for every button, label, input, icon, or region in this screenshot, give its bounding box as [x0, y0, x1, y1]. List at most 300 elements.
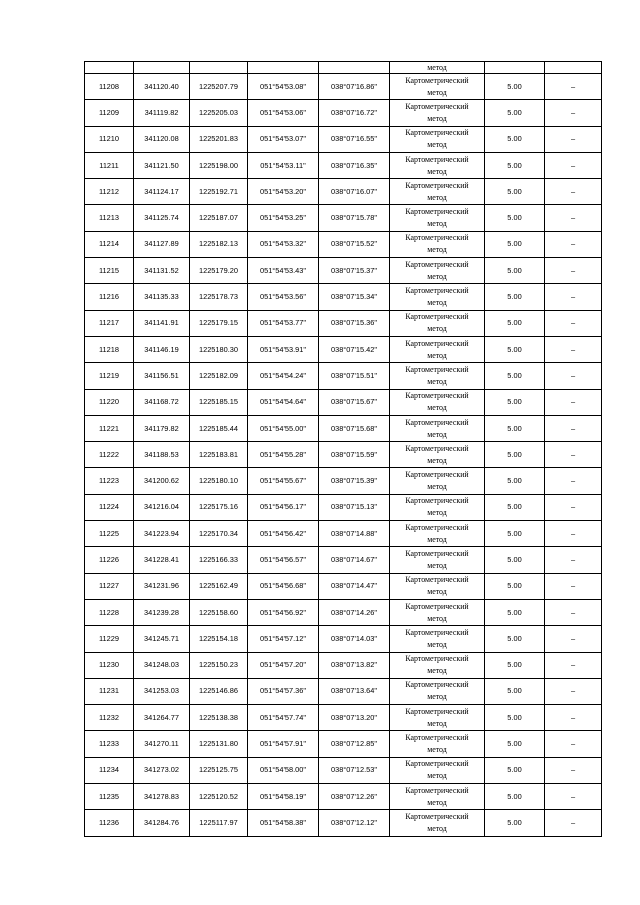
table-row — [85, 705, 602, 731]
cell-note: – — [545, 336, 602, 362]
cell-x: 341253.03 — [134, 678, 190, 704]
cell-x: 341231.96 — [134, 573, 190, 599]
method-line-2: метод — [427, 771, 447, 781]
cell-x: 341141.91 — [134, 310, 190, 336]
cell-accuracy: 5.00 — [485, 468, 545, 494]
cell-note: – — [545, 547, 602, 573]
table-row — [85, 494, 602, 520]
method-line-1: Картометрический — [405, 548, 469, 558]
method-line-2: метод — [427, 482, 447, 492]
cell-x: 341179.82 — [134, 415, 190, 441]
cell-longitude: 038°07'15.68" — [319, 415, 390, 441]
cell-latitude: 051°54'56.17" — [248, 494, 319, 520]
method-line-2: метод — [427, 376, 447, 386]
cell-y: 1225170.34 — [190, 521, 248, 547]
table-row — [85, 389, 602, 415]
cell-latitude: 051°54'53.07" — [248, 126, 319, 152]
cell-point-id: 11226 — [85, 547, 134, 573]
cell-y: 1225183.81 — [190, 442, 248, 468]
cell-y: 1225187.07 — [190, 205, 248, 231]
cell-method — [390, 547, 485, 573]
cell-x: 341121.50 — [134, 152, 190, 178]
cell-x: 341248.03 — [134, 652, 190, 678]
cell-latitude: 051°54'57.74" — [248, 705, 319, 731]
cell-y: 1225131.80 — [190, 731, 248, 757]
cell-method — [390, 784, 485, 810]
cell-x: 341131.52 — [134, 258, 190, 284]
cell-point-id: 11208 — [85, 74, 134, 100]
cell-note: – — [545, 284, 602, 310]
cell-latitude: 051°54'55.67" — [248, 468, 319, 494]
cell-point-id: 11223 — [85, 468, 134, 494]
cell-longitude: 038°07'16.55" — [319, 126, 390, 152]
cell-latitude: 051°54'53.32" — [248, 231, 319, 257]
cell-accuracy: 5.00 — [485, 389, 545, 415]
cell-x: 341245.71 — [134, 626, 190, 652]
cell-longitude: 038°07'12.12" — [319, 810, 390, 836]
method-line-2: метод — [427, 166, 447, 176]
cell-longitude: 038°07'13.20" — [319, 705, 390, 731]
cell-y: 1225158.60 — [190, 599, 248, 625]
cell-note: – — [545, 678, 602, 704]
cell-longitude: 038°07'13.82" — [319, 652, 390, 678]
table-row — [85, 626, 602, 652]
cell-accuracy: 5.00 — [485, 547, 545, 573]
cell-x: 341200.62 — [134, 468, 190, 494]
cell-x: 341120.40 — [134, 74, 190, 100]
cell-longitude — [319, 62, 390, 74]
table-row — [85, 442, 602, 468]
cell-y: 1225125.75 — [190, 757, 248, 783]
cell-accuracy: 5.00 — [485, 152, 545, 178]
cell-x: 341127.89 — [134, 231, 190, 257]
method-line-1: Картометрический — [405, 443, 469, 453]
cell-latitude: 051°54'53.77" — [248, 310, 319, 336]
cell-accuracy: 5.00 — [485, 231, 545, 257]
cell-y: 1225138.38 — [190, 705, 248, 731]
cell-longitude: 038°07'15.39" — [319, 468, 390, 494]
cell-latitude: 051°54'55.00" — [248, 415, 319, 441]
cell-point-id: 11227 — [85, 573, 134, 599]
method-line-1: Картометрический — [405, 811, 469, 821]
cell-method — [390, 258, 485, 284]
cell-method — [390, 336, 485, 362]
cell-y — [190, 62, 248, 74]
method-line-2: метод — [427, 797, 447, 807]
cell-note: – — [545, 415, 602, 441]
cell-latitude: 051°54'53.25" — [248, 205, 319, 231]
cell-method — [390, 810, 485, 836]
cell-point-id: 11229 — [85, 626, 134, 652]
cell-note: – — [545, 363, 602, 389]
cell-note: – — [545, 573, 602, 599]
table-row — [85, 468, 602, 494]
method-line-2: метод — [427, 534, 447, 544]
table-row — [85, 547, 602, 573]
cell-note — [545, 62, 602, 74]
cell-point-id: 11217 — [85, 310, 134, 336]
method-line-2: метод — [427, 324, 447, 334]
table-row — [85, 258, 602, 284]
method-line-2: метод — [427, 692, 447, 702]
cell-x: 341135.33 — [134, 284, 190, 310]
cell-note: – — [545, 258, 602, 284]
cell-x: 341264.77 — [134, 705, 190, 731]
cell-y: 1225146.86 — [190, 678, 248, 704]
method-line-2: метод — [427, 613, 447, 623]
cell-point-id: 11231 — [85, 678, 134, 704]
cell-longitude: 038°07'15.42" — [319, 336, 390, 362]
cell-x: 341188.53 — [134, 442, 190, 468]
cell-y: 1225166.33 — [190, 547, 248, 573]
cell-longitude: 038°07'14.26" — [319, 599, 390, 625]
cell-x: 341120.08 — [134, 126, 190, 152]
cell-x: 341146.19 — [134, 336, 190, 362]
table-row — [85, 231, 602, 257]
method-line-2: метод — [427, 429, 447, 439]
cell-longitude: 038°07'14.67" — [319, 547, 390, 573]
cell-method — [390, 310, 485, 336]
cell-note: – — [545, 494, 602, 520]
cell-longitude: 038°07'15.67" — [319, 389, 390, 415]
cell-latitude: 051°54'56.68" — [248, 573, 319, 599]
cell-point-id: 11220 — [85, 389, 134, 415]
cell-point-id: 11221 — [85, 415, 134, 441]
cell-method: метод — [390, 62, 485, 74]
cell-accuracy: 5.00 — [485, 205, 545, 231]
cell-note: – — [545, 310, 602, 336]
cell-note: – — [545, 757, 602, 783]
cell-accuracy: 5.00 — [485, 336, 545, 362]
method-line-1: Картометрический — [405, 575, 469, 585]
cell-latitude: 051°54'54.24" — [248, 363, 319, 389]
cell-method — [390, 284, 485, 310]
method-line-2: метод — [427, 219, 447, 229]
cell-method — [390, 74, 485, 100]
cell-longitude: 038°07'16.07" — [319, 179, 390, 205]
cell-accuracy: 5.00 — [485, 573, 545, 599]
cell-point-id: 11216 — [85, 284, 134, 310]
cell-x: 341119.82 — [134, 100, 190, 126]
cell-point-id — [85, 62, 134, 74]
cell-x: 341168.72 — [134, 389, 190, 415]
method-line-2: метод — [427, 245, 447, 255]
cell-latitude: 051°54'53.56" — [248, 284, 319, 310]
method-line-2: метод — [427, 271, 447, 281]
method-line-1: Картометрический — [405, 496, 469, 506]
cell-accuracy: 5.00 — [485, 784, 545, 810]
method-line-1: Картометрический — [405, 627, 469, 637]
cell-method — [390, 205, 485, 231]
cell-note: – — [545, 652, 602, 678]
cell-y: 1225120.52 — [190, 784, 248, 810]
cell-point-id: 11228 — [85, 599, 134, 625]
cell-point-id: 11234 — [85, 757, 134, 783]
cell-accuracy — [485, 62, 545, 74]
method-line-1: Картометрический — [405, 706, 469, 716]
method-line-1: Картометрический — [405, 680, 469, 690]
method-line-2: метод — [427, 113, 447, 123]
cell-latitude — [248, 62, 319, 74]
cell-x: 341273.02 — [134, 757, 190, 783]
method-line-1: Картометрический — [405, 417, 469, 427]
table-row — [85, 415, 602, 441]
cell-accuracy: 5.00 — [485, 810, 545, 836]
cell-point-id: 11213 — [85, 205, 134, 231]
cell-longitude: 038°07'16.86" — [319, 74, 390, 100]
cell-y: 1225117.97 — [190, 810, 248, 836]
cell-method — [390, 678, 485, 704]
cell-accuracy: 5.00 — [485, 442, 545, 468]
table-row — [85, 179, 602, 205]
cell-latitude: 051°54'54.64" — [248, 389, 319, 415]
cell-accuracy: 5.00 — [485, 258, 545, 284]
cell-x: 341278.83 — [134, 784, 190, 810]
cell-method — [390, 389, 485, 415]
cell-longitude: 038°07'13.64" — [319, 678, 390, 704]
cell-longitude: 038°07'15.59" — [319, 442, 390, 468]
cell-x: 341239.28 — [134, 599, 190, 625]
cell-note: – — [545, 626, 602, 652]
method-line-2: метод — [427, 639, 447, 649]
table-row — [85, 810, 602, 836]
method-line-1: Картометрический — [405, 128, 469, 138]
cell-longitude: 038°07'15.51" — [319, 363, 390, 389]
cell-longitude: 038°07'15.78" — [319, 205, 390, 231]
cell-accuracy: 5.00 — [485, 126, 545, 152]
cell-point-id: 11209 — [85, 100, 134, 126]
cell-latitude: 051°54'53.91" — [248, 336, 319, 362]
cell-note: – — [545, 599, 602, 625]
cell-point-id: 11235 — [85, 784, 134, 810]
cell-accuracy: 5.00 — [485, 626, 545, 652]
method-line-1: Картометрический — [405, 785, 469, 795]
table-row — [85, 521, 602, 547]
method-line-1: Картометрический — [405, 759, 469, 769]
cell-latitude: 051°54'53.43" — [248, 258, 319, 284]
method-line-1: Картометрический — [405, 233, 469, 243]
table-row — [85, 599, 602, 625]
method-line-1: Картометрический — [405, 733, 469, 743]
cell-method — [390, 705, 485, 731]
table-row — [85, 336, 602, 362]
cell-y: 1225185.15 — [190, 389, 248, 415]
table-row — [85, 205, 602, 231]
cell-accuracy: 5.00 — [485, 74, 545, 100]
method-line-1: Картометрический — [405, 75, 469, 85]
cell-method — [390, 100, 485, 126]
cell-point-id: 11230 — [85, 652, 134, 678]
method-line-1: Картометрический — [405, 601, 469, 611]
cell-point-id: 11232 — [85, 705, 134, 731]
method-line-2: метод — [427, 455, 447, 465]
method-line-2: метод — [427, 823, 447, 833]
cell-y: 1225162.49 — [190, 573, 248, 599]
method-line-2: метод — [427, 666, 447, 676]
cell-y: 1225179.20 — [190, 258, 248, 284]
method-line-1: Картометрический — [405, 207, 469, 217]
cell-method — [390, 599, 485, 625]
cell-longitude: 038°07'15.34" — [319, 284, 390, 310]
cell-longitude: 038°07'14.88" — [319, 521, 390, 547]
cell-point-id: 11224 — [85, 494, 134, 520]
cell-note: – — [545, 731, 602, 757]
cell-y: 1225182.13 — [190, 231, 248, 257]
cell-point-id: 11215 — [85, 258, 134, 284]
cell-longitude: 038°07'16.72" — [319, 100, 390, 126]
coordinates-table-body — [85, 62, 602, 837]
cell-longitude: 038°07'15.52" — [319, 231, 390, 257]
cell-y: 1225179.15 — [190, 310, 248, 336]
cell-y: 1225192.71 — [190, 179, 248, 205]
method-line-1: Картометрический — [405, 312, 469, 322]
cell-x: 341216.04 — [134, 494, 190, 520]
method-line-2: метод — [427, 508, 447, 518]
cell-method — [390, 468, 485, 494]
cell-latitude: 051°54'55.28" — [248, 442, 319, 468]
cell-method — [390, 363, 485, 389]
table-row — [85, 678, 602, 704]
table-row — [85, 757, 602, 783]
cell-x: 341284.76 — [134, 810, 190, 836]
cell-latitude: 051°54'56.92" — [248, 599, 319, 625]
cell-note: – — [545, 74, 602, 100]
cell-longitude: 038°07'14.03" — [319, 626, 390, 652]
cell-method — [390, 731, 485, 757]
cell-longitude: 038°07'16.35" — [319, 152, 390, 178]
cell-latitude: 051°54'53.20" — [248, 179, 319, 205]
cell-x: 341223.94 — [134, 521, 190, 547]
cell-x: 341270.11 — [134, 731, 190, 757]
cell-point-id: 11222 — [85, 442, 134, 468]
cell-longitude: 038°07'12.85" — [319, 731, 390, 757]
method-line-2: метод — [427, 587, 447, 597]
table-row — [85, 652, 602, 678]
cell-method — [390, 757, 485, 783]
method-line-2: метод — [427, 87, 447, 97]
cell-x: 341156.51 — [134, 363, 190, 389]
cell-point-id: 11212 — [85, 179, 134, 205]
cell-latitude: 051°54'58.19" — [248, 784, 319, 810]
cell-accuracy: 5.00 — [485, 494, 545, 520]
cell-y: 1225201.83 — [190, 126, 248, 152]
cell-latitude: 051°54'57.36" — [248, 678, 319, 704]
cell-longitude: 038°07'12.26" — [319, 784, 390, 810]
cell-latitude: 051°54'53.08" — [248, 74, 319, 100]
cell-latitude: 051°54'56.42" — [248, 521, 319, 547]
table-row — [85, 100, 602, 126]
cell-note: – — [545, 442, 602, 468]
cell-note: – — [545, 389, 602, 415]
cell-note: – — [545, 231, 602, 257]
method-line-1: Картометрический — [405, 180, 469, 190]
cell-y: 1225154.18 — [190, 626, 248, 652]
cell-accuracy: 5.00 — [485, 652, 545, 678]
cell-y: 1225178.73 — [190, 284, 248, 310]
cell-method — [390, 494, 485, 520]
cell-method — [390, 626, 485, 652]
cell-latitude: 051°54'53.06" — [248, 100, 319, 126]
cell-method — [390, 126, 485, 152]
cell-longitude: 038°07'15.37" — [319, 258, 390, 284]
cell-accuracy: 5.00 — [485, 284, 545, 310]
cell-y: 1225205.03 — [190, 100, 248, 126]
table-continuation-row — [85, 62, 602, 74]
cell-method — [390, 442, 485, 468]
cell-y: 1225175.16 — [190, 494, 248, 520]
cell-latitude: 051°54'57.20" — [248, 652, 319, 678]
cell-y: 1225180.10 — [190, 468, 248, 494]
cell-x: 341124.17 — [134, 179, 190, 205]
cell-note: – — [545, 468, 602, 494]
method-line-1: Картометрический — [405, 101, 469, 111]
cell-point-id: 11219 — [85, 363, 134, 389]
table-row — [85, 74, 602, 100]
method-line-1: Картометрический — [405, 154, 469, 164]
cell-latitude: 051°54'56.57" — [248, 547, 319, 573]
cell-point-id: 11214 — [85, 231, 134, 257]
cell-accuracy: 5.00 — [485, 705, 545, 731]
cell-point-id: 11233 — [85, 731, 134, 757]
cell-accuracy: 5.00 — [485, 757, 545, 783]
cell-method — [390, 179, 485, 205]
cell-method — [390, 415, 485, 441]
cell-point-id: 11236 — [85, 810, 134, 836]
table-row — [85, 363, 602, 389]
cell-y: 1225185.44 — [190, 415, 248, 441]
cell-note: – — [545, 126, 602, 152]
cell-note: – — [545, 152, 602, 178]
table-row — [85, 310, 602, 336]
table-row — [85, 784, 602, 810]
cell-accuracy: 5.00 — [485, 521, 545, 547]
cell-note: – — [545, 784, 602, 810]
cell-point-id: 11211 — [85, 152, 134, 178]
cell-note: – — [545, 179, 602, 205]
cell-accuracy: 5.00 — [485, 179, 545, 205]
method-line-1: Картометрический — [405, 259, 469, 269]
cell-note: – — [545, 205, 602, 231]
cell-accuracy: 5.00 — [485, 100, 545, 126]
cell-latitude: 051°54'57.12" — [248, 626, 319, 652]
method-line-2: метод — [427, 745, 447, 755]
cell-longitude: 038°07'12.53" — [319, 757, 390, 783]
cell-latitude: 051°54'58.38" — [248, 810, 319, 836]
method-line-2: метод — [427, 298, 447, 308]
table-row — [85, 284, 602, 310]
cell-y: 1225182.09 — [190, 363, 248, 389]
method-line-1: Картометрический — [405, 364, 469, 374]
method-line-1: Картометрический — [405, 286, 469, 296]
cell-accuracy: 5.00 — [485, 415, 545, 441]
method-line-2: метод — [427, 140, 447, 150]
cell-longitude: 038°07'14.47" — [319, 573, 390, 599]
cell-accuracy: 5.00 — [485, 599, 545, 625]
cell-accuracy: 5.00 — [485, 363, 545, 389]
cell-note: – — [545, 100, 602, 126]
cell-y: 1225150.23 — [190, 652, 248, 678]
method-line-2: метод — [427, 350, 447, 360]
cell-method — [390, 573, 485, 599]
method-line-1: Картометрический — [405, 522, 469, 532]
cell-longitude: 038°07'15.36" — [319, 310, 390, 336]
cell-note: – — [545, 810, 602, 836]
cell-accuracy: 5.00 — [485, 731, 545, 757]
cell-accuracy: 5.00 — [485, 678, 545, 704]
cell-note: – — [545, 521, 602, 547]
method-line-1: Картометрический — [405, 338, 469, 348]
table-row — [85, 731, 602, 757]
